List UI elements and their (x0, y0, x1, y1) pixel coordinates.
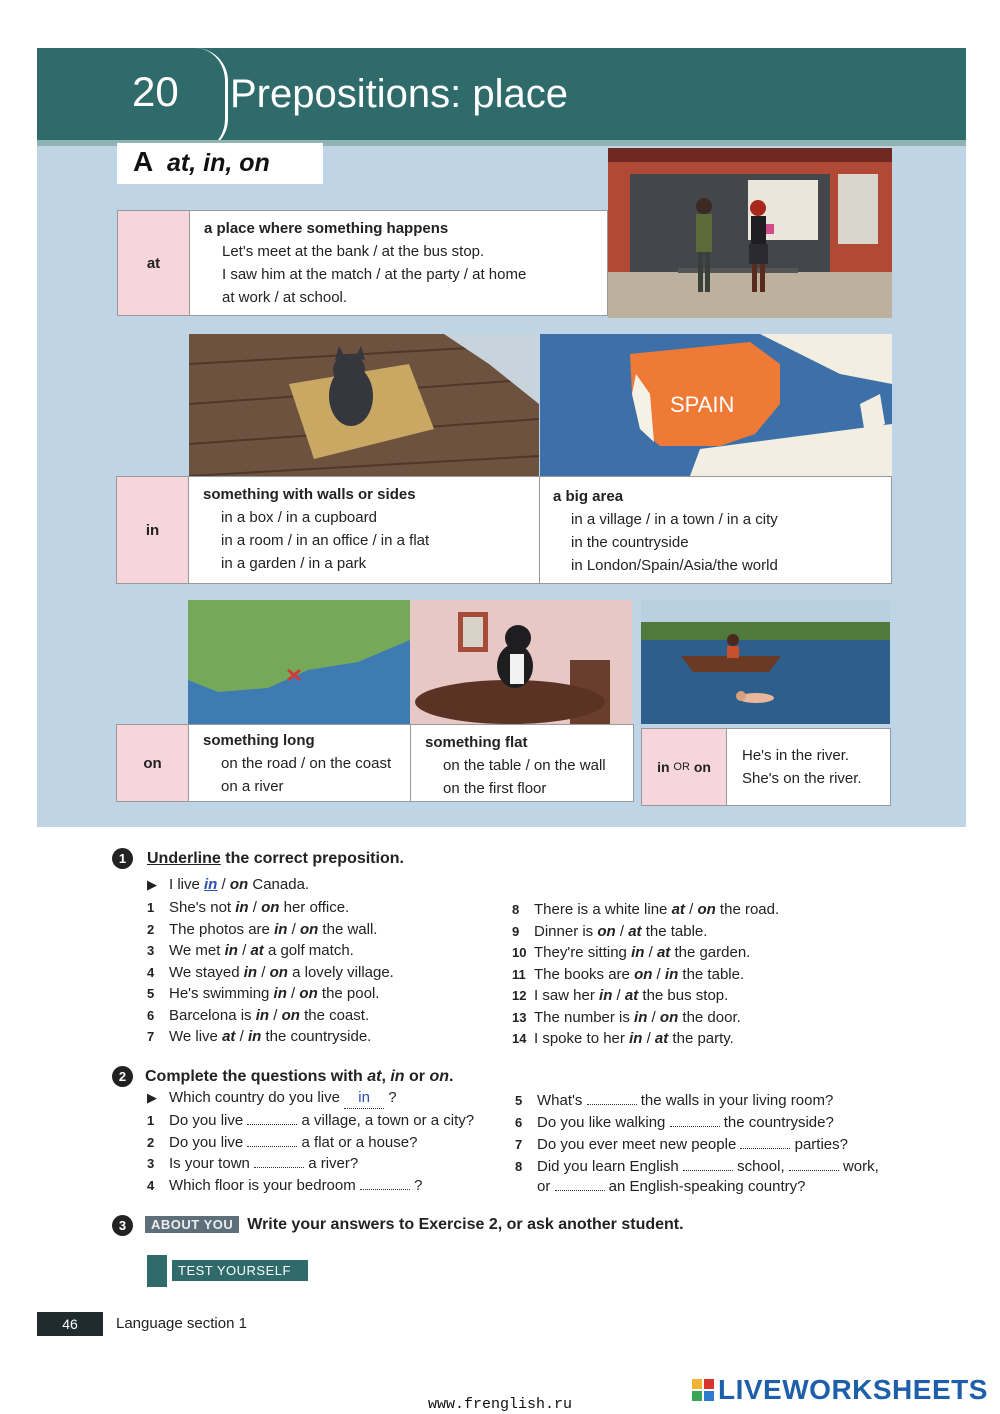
on-key: on (117, 725, 189, 801)
at-usage-row (117, 210, 608, 316)
ex1-example-before: I live (169, 876, 205, 893)
in-or-on-row (641, 728, 891, 806)
ex1-item-number: 4 (147, 964, 155, 980)
in-key: in (117, 477, 189, 583)
ex2-q1-blank[interactable] (247, 1110, 297, 1125)
ex1-option-b[interactable]: in (664, 965, 679, 983)
ex2-q1-before: Do you live (169, 1112, 248, 1129)
ex2-title-comma: , (381, 1068, 391, 1085)
ex1-item-number: 7 (147, 1029, 155, 1044)
at-examples (204, 217, 604, 315)
cat-in-box-illustration (189, 334, 539, 476)
ex1-item-2 (147, 919, 377, 940)
ex2-q5-number: 5 (515, 1093, 523, 1108)
ex2-question-2 (147, 1132, 417, 1153)
ex2-q8-blank-1[interactable] (683, 1156, 733, 1171)
ex1-item-after: the wall. (318, 920, 378, 938)
ex2-q8-blank-2[interactable] (789, 1156, 839, 1171)
ex1-item-before: I spoke to her (534, 1030, 630, 1047)
section-footer-label: Language section 1 (116, 1315, 247, 1332)
ex1-option-sep: / (286, 985, 300, 1002)
ex1-option-sep: / (684, 901, 698, 918)
ex2-q2-after: a flat or a house? (297, 1134, 418, 1151)
worksheet-page (37, 48, 966, 1348)
ex2-q2-blank[interactable] (247, 1132, 297, 1147)
ex2-q4-before: Which floor is your bedroom (169, 1177, 360, 1194)
ex2-q6-number: 6 (515, 1115, 523, 1130)
ex1-option-sep: / (644, 944, 657, 961)
ex1-item-after: the table. (641, 922, 708, 940)
ex2-question-5 (515, 1090, 833, 1111)
ex1-item-before: I saw her (534, 987, 600, 1004)
in-area-line-2: in the countryside (571, 534, 689, 551)
ex2-question-8-line-2 (537, 1176, 805, 1197)
on-long-line-2: on a river (221, 778, 284, 795)
site-url: www.frenglish.ru (427, 1396, 573, 1413)
ex2-q3-number: 3 (147, 1156, 155, 1171)
ex2-q8-line2-before: or (537, 1178, 555, 1195)
exercise-1-title (147, 850, 404, 868)
in-or-on-key (642, 729, 727, 805)
ex1-item-before: The photos are (169, 920, 275, 938)
ex1-item-before: There is a white line (534, 901, 672, 918)
on-usage-row (116, 724, 634, 802)
exercise-2-title (145, 1068, 453, 1086)
ex1-item-13 (512, 1007, 741, 1028)
ex1-item-after: the garden. (670, 944, 751, 961)
ex1-example-option-b: on (229, 876, 249, 893)
ex2-question-8 (515, 1156, 879, 1177)
on-flat-line-2: on the first floor (443, 780, 547, 797)
ex2-question-6 (515, 1112, 834, 1133)
ex1-option-a[interactable]: in (255, 1006, 270, 1024)
in-or-on-key-in: in (657, 759, 670, 775)
ex1-option-a[interactable]: at (222, 1028, 236, 1045)
exercise-1-title-underlined: Underline (147, 850, 221, 867)
in-walls-examples (203, 483, 533, 583)
test-yourself-label: TEST YOURSELF (172, 1260, 308, 1281)
ex1-item-before: We stayed (169, 963, 244, 981)
ex2-q2-number: 2 (147, 1135, 155, 1150)
exercise-2-number: 2 (112, 1066, 133, 1087)
ex1-item-number: 11 (512, 966, 526, 982)
ex2-q3-before: Is your town (169, 1155, 255, 1172)
ex1-item-10 (512, 942, 750, 963)
ex1-item-after: the countryside. (261, 1028, 372, 1045)
in-area-examples (553, 485, 883, 583)
liveworksheets-logo-icon (692, 1379, 714, 1401)
ex1-item-after: the coast. (299, 1006, 370, 1024)
ex2-q1-after: a village, a town or a city? (297, 1112, 475, 1129)
ex2-question-4 (147, 1175, 422, 1196)
unit-number: 20 (132, 68, 179, 115)
ex1-item-after: the pool. (317, 985, 380, 1002)
at-line-2: I saw him at the match / at the party / at home (222, 266, 527, 283)
ex2-q7-after: parties? (790, 1136, 848, 1153)
coast-map-illustration (188, 600, 410, 724)
example-arrow-icon: ▶ (147, 877, 157, 892)
in-row-divider (539, 477, 540, 583)
ex1-item-number: 10 (512, 945, 527, 960)
ex2-q4-after: ? (409, 1177, 423, 1194)
ex1-option-sep: / (287, 920, 300, 938)
in-area-line-1: in a village / in a town / in a city (571, 511, 778, 528)
ex1-option-sep: / (652, 965, 665, 983)
ex1-option-b[interactable]: at (624, 987, 639, 1004)
ex1-option-b[interactable]: on (269, 963, 288, 981)
ex1-item-8 (512, 899, 779, 920)
on-flat-line-1: on the table / on the wall (443, 757, 606, 774)
ex2-q3-after: a river? (304, 1155, 359, 1172)
ex1-option-b[interactable]: on (281, 1006, 300, 1024)
ex1-option-sep: / (235, 1028, 248, 1045)
liveworksheets-text: LIVEWORKSHEETS (718, 1374, 988, 1405)
ex1-option-sep: / (642, 1030, 655, 1047)
in-or-on-key-or: OR (673, 761, 690, 773)
ex2-q6-before: Do you like walking (537, 1114, 670, 1131)
ex2-q5-before: What's (537, 1092, 587, 1109)
ex1-option-b[interactable]: at (250, 942, 264, 959)
ex2-q8-before: Did you learn English (537, 1158, 683, 1175)
ex1-item-number: 14 (512, 1031, 527, 1046)
in-area-line-3: in London/Spain/Asia/the world (571, 557, 778, 574)
ex2-q7-blank[interactable] (740, 1134, 790, 1149)
ex1-option-b[interactable]: on (659, 1008, 679, 1026)
ex1-item-before: We met (169, 942, 225, 959)
ex1-option-b[interactable]: on (697, 901, 716, 918)
in-walls-line-2: in a room / in an office / in a flat (221, 532, 430, 549)
ex2-title-on: on (429, 1068, 450, 1085)
example-arrow-icon: ▶ (147, 1090, 157, 1105)
ex1-item-before: They're sitting (534, 944, 632, 961)
ex1-example-sep: / (217, 876, 230, 893)
ex1-option-b[interactable]: on (299, 920, 319, 938)
ex1-item-before: Barcelona is (169, 1006, 256, 1024)
about-you-tag: ABOUT YOU (145, 1216, 239, 1233)
ex2-q5-after: the walls in your living room? (636, 1092, 834, 1109)
ex2-example-answer: in (344, 1087, 384, 1109)
ex1-item-after: the door. (678, 1008, 741, 1026)
in-or-on-line-1: He's in the river. (742, 747, 850, 764)
ex1-item-12 (512, 985, 728, 1006)
ex2-example-before: Which country do you live (169, 1089, 345, 1106)
ex2-q6-blank[interactable] (670, 1112, 720, 1127)
ex2-question-1 (147, 1110, 474, 1131)
bus-stop-illustration (608, 148, 892, 318)
ex1-option-a[interactable]: in (224, 942, 238, 959)
ex1-item-number: 2 (147, 921, 155, 937)
page-number: 46 (37, 1312, 103, 1336)
on-long-examples (203, 729, 413, 801)
ex1-option-sep: / (269, 1006, 282, 1024)
in-walls-line-1: in a box / in a cupboard (221, 509, 377, 526)
unit-header (37, 48, 966, 140)
ex2-example (147, 1087, 397, 1109)
in-usage-row (116, 476, 892, 584)
ex1-item-before: The books are (534, 965, 635, 983)
ex1-option-a[interactable]: in (631, 944, 645, 961)
in-or-on-line-2: She's on the river. (742, 770, 862, 787)
exercise-3-text: Write your answers to Exercise 2, or ask another student. (247, 1216, 684, 1233)
on-flat-examples (425, 731, 635, 801)
liveworksheets-brand (692, 1374, 988, 1406)
ex1-item-7 (147, 1026, 371, 1047)
exercise-1-number: 1 (112, 848, 133, 869)
ex1-option-b[interactable]: at (628, 922, 642, 940)
ex1-item-before: Dinner is (534, 922, 598, 940)
ex1-option-b[interactable]: on (299, 985, 318, 1002)
ex1-option-sep: / (248, 899, 262, 916)
ex2-q8-number: 8 (515, 1159, 523, 1174)
ex2-q8-mid-2: work, (838, 1158, 879, 1175)
ex1-item-before: We live (169, 1028, 223, 1045)
ex1-item-3 (147, 940, 354, 961)
ex1-option-a[interactable]: at (671, 901, 685, 918)
ex2-q7-number: 7 (515, 1137, 523, 1152)
ex2-q5-blank[interactable] (587, 1090, 637, 1105)
ex1-item-after: the table. (678, 965, 745, 983)
ex1-item-after: the party. (668, 1030, 734, 1047)
ex1-item-number: 8 (512, 902, 520, 917)
ex1-item-14 (512, 1028, 734, 1049)
ex1-item-1 (147, 897, 349, 918)
ex2-example-after: ? (384, 1089, 397, 1106)
in-walls-line-3: in a garden / in a park (221, 555, 367, 572)
ex1-option-a[interactable]: in (274, 920, 288, 938)
ex1-item-number: 12 (512, 988, 527, 1003)
in-area-heading: a big area (553, 488, 624, 505)
notebook-icon (147, 1255, 167, 1287)
exercise-1-example (147, 874, 309, 895)
ex1-option-sep: / (237, 942, 251, 959)
ex1-option-a[interactable]: in (235, 899, 249, 916)
ex2-title-dot: . (449, 1068, 454, 1085)
ex1-item-9 (512, 921, 707, 942)
in-or-on-key-on: on (693, 759, 711, 775)
ex1-item-before: She's not (169, 899, 236, 916)
ex1-item-number: 6 (147, 1007, 155, 1023)
at-line-3: at work / at school. (222, 289, 348, 306)
exercise-3-number: 3 (112, 1215, 133, 1236)
on-long-line-1: on the road / on the coast (221, 755, 392, 772)
spain-map-illustration (540, 334, 892, 476)
ex1-item-number: 3 (147, 943, 155, 958)
ex1-item-number: 9 (512, 923, 520, 939)
map-label: SPAIN (670, 392, 735, 417)
ex2-q3-blank[interactable] (254, 1153, 304, 1168)
ex1-item-number: 5 (147, 986, 155, 1001)
ex1-item-after: the bus stop. (638, 987, 729, 1004)
ex1-option-sep: / (257, 963, 270, 981)
ex1-option-a[interactable]: in (629, 1030, 643, 1047)
ex1-item-number: 1 (147, 900, 155, 915)
in-or-on-examples (742, 744, 888, 805)
ex1-item-before: The number is (534, 1008, 635, 1026)
ex1-item-5 (147, 983, 379, 1004)
ex1-item-before: He's swimming (169, 985, 274, 1002)
ex1-item-11 (512, 964, 744, 985)
ex1-option-b[interactable]: at (654, 1030, 669, 1047)
ex2-q4-number: 4 (147, 1178, 155, 1193)
on-row-divider (410, 725, 411, 801)
ex1-option-sep: / (647, 1008, 660, 1026)
ex1-item-after: her office. (279, 899, 350, 916)
ex1-option-a[interactable]: on (597, 922, 616, 940)
ex1-item-6 (147, 1005, 369, 1026)
ex2-q8-line2-after: an English-speaking country? (604, 1178, 806, 1195)
ex1-option-a[interactable]: in (634, 1008, 648, 1026)
header-bracket (195, 48, 228, 140)
in-walls-heading: something with walls or sides (203, 486, 416, 503)
ex2-title-text: Complete the questions with (145, 1068, 368, 1085)
on-flat-heading: something flat (425, 734, 528, 751)
ex1-option-b[interactable]: in (247, 1028, 262, 1045)
ex1-example-answer: in (204, 876, 218, 893)
at-heading: a place where something happens (204, 220, 449, 237)
ex1-item-4 (147, 962, 394, 983)
ex2-q6-after: the countryside? (719, 1114, 834, 1131)
ex2-q1-number: 1 (147, 1113, 155, 1128)
cat-on-table-illustration (410, 600, 632, 724)
ex2-title-at: at (367, 1068, 382, 1085)
section-letter: A (133, 146, 154, 177)
exercise-1-title-rest: the correct preposition. (225, 850, 404, 867)
ex1-item-after: a golf match. (263, 942, 354, 959)
on-long-heading: something long (203, 732, 315, 749)
ex1-option-a[interactable]: on (634, 965, 653, 983)
at-line-1: Let's meet at the bank / at the bus stop. (222, 243, 485, 260)
ex2-q7-before: Do you ever meet new people (537, 1136, 741, 1153)
ex1-option-sep: / (615, 922, 629, 940)
ex2-title-in: in (390, 1068, 405, 1085)
section-title: at, in, on (167, 149, 270, 177)
ex2-q8-blank-3[interactable] (555, 1176, 605, 1191)
exercise-3-title (145, 1216, 684, 1234)
ex1-option-b[interactable]: at (656, 944, 671, 961)
ex1-item-number: 13 (512, 1009, 527, 1025)
river-illustration (641, 600, 890, 724)
ex1-example-after: Canada. (248, 876, 310, 893)
ex1-item-after: the road. (715, 901, 780, 918)
ex2-q4-blank[interactable] (360, 1175, 410, 1190)
ex1-option-sep: / (612, 987, 625, 1004)
ex1-option-b[interactable]: on (261, 899, 280, 916)
unit-title: Prepositions: place (230, 72, 568, 116)
ex2-q2-before: Do you live (169, 1134, 248, 1151)
ex1-option-a[interactable]: in (243, 963, 258, 981)
ex2-title-or: or (404, 1068, 430, 1085)
ex1-option-a[interactable]: in (599, 987, 613, 1004)
ex1-item-after: a lovely village. (287, 963, 394, 981)
at-key: at (118, 211, 190, 315)
ex2-question-3 (147, 1153, 358, 1174)
ex1-option-a[interactable]: in (273, 985, 287, 1002)
ex2-q8-mid-1: school, (732, 1158, 789, 1175)
ex2-question-7 (515, 1134, 848, 1155)
